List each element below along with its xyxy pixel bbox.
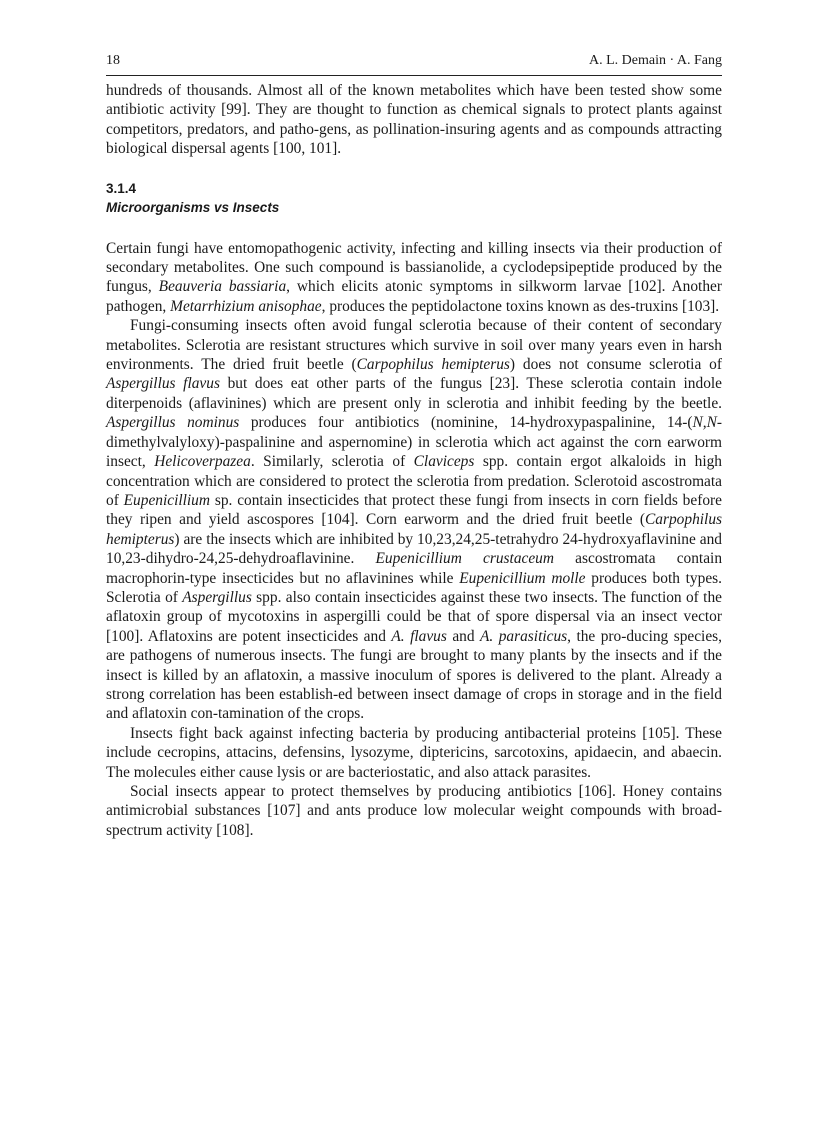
section-heading (106, 179, 722, 217)
intro-paragraph: hundreds of thousands. Almost all of the known metabolites which have been tested show some antibiotic activity [99]. They are thought to function as chemical signals to protect plants against competitors, predators, and patho-gens, as pollination-insuring agents and as compounds attracting biological dispersal agents [100, 101]. (106, 82, 722, 158)
paragraph-sclerotia: Fungi-consuming insects often avoid fungal sclerotia because of their content of secondary metabolites. Sclerotia are resistant structures which survive in soil over many years even in harsh environments. The dried fruit beetle (Carpophilus hemipterus) does not consume sclerotia of Aspergillus flavus but does eat other parts of the fungus [23]. These sclerotia contain indole diterpenoids (aflavinines) which are present only in sclerotia and inhibit feeding by the beetle. Aspergillus nominus produces four antibiotics (nominine, 14-hydroxypaspalinine, 14-(N,N-dimethylvalyloxy)-paspalinine and aspernomine) in sclerotia which act against the corn earworm insect, Helicoverpazea. Similarly, sclerotia of Claviceps spp. contain ergot alkaloids in high concentration which are considered to protect the sclerotia from predation. Sclerotoid ascostromata of Eupenicillium sp. contain insecticides that protect these fungi from insects in corn fields before they ripen and yield ascospores [104]. Corn earworm and the dried fruit beetle (Carpophilus hemipterus) are the insects which are inhibited by 10,23,24,25-tetrahydro 24-hydroxyaflavinine and 10,23-dihydro-24,25-dehydroaflavinine. Eupenicillium crustaceum ascostromata contain macrophorin-type insecticides but no aflavinines while Eupenicillium molle produces both types. Sclerotia of Aspergillus spp. also contain insecticides against these two insects. The function of the aflatoxin group of mycotoxins in aspergilli could be that of spore dispersal via an insect vector [100]. Aflatoxins are potent insecticides and A. flavus and A. parasiticus, the pro-ducing species, are pathogens of numerous insects. The fungi are brought to many plants by the insects and if the insect is killed by an aflatoxin, a massive inoculum of spores is delivered to the plant. Already a strong correlation has been establish-ed between insect damage of crops in storage and in the field and aflatoxin con-tamination of the crops. (106, 317, 723, 723)
running-authors: A. L. Demain · A. Fang (589, 53, 722, 68)
paragraph-entomopathogenic: Certain fungi have entomopathogenic activity, infecting and killing insects via their production of secondary metabolites. One such compound is bassianolide, a cyclodepsipeptide produced by the fungus, Beauveria bassiaria, which elicits atonic symptoms in silkworm larvae [102]. Another pathogen, Metarrhizium anisophae, produces the peptidolactone toxins known as des-truxins [103]. (106, 239, 722, 315)
section-title: Microorganisms vs Insects (106, 199, 280, 215)
section-number: 3.1.4 (106, 180, 137, 196)
page-number: 18 (106, 53, 120, 68)
paragraph-antibacterial-proteins: Insects fight back against infecting bacteria by producing antibacterial proteins [105]. These include cecropins, attacins, defensins, lysozyme, diptericins, sarcotoxins, apidaecin, and abaecin. The molecules either cause lysis or are bacteriostatic, and also attack parasites. (106, 724, 722, 781)
page (106, 52, 722, 840)
paragraph-social-insects: Social insects appear to protect themselves by producing antibiotics [106]. Honey contains antimicrobial substances [107] and ants produce low molecular weight compounds with broad-spectrum activity [108]. (106, 783, 722, 839)
running-header (106, 52, 722, 76)
